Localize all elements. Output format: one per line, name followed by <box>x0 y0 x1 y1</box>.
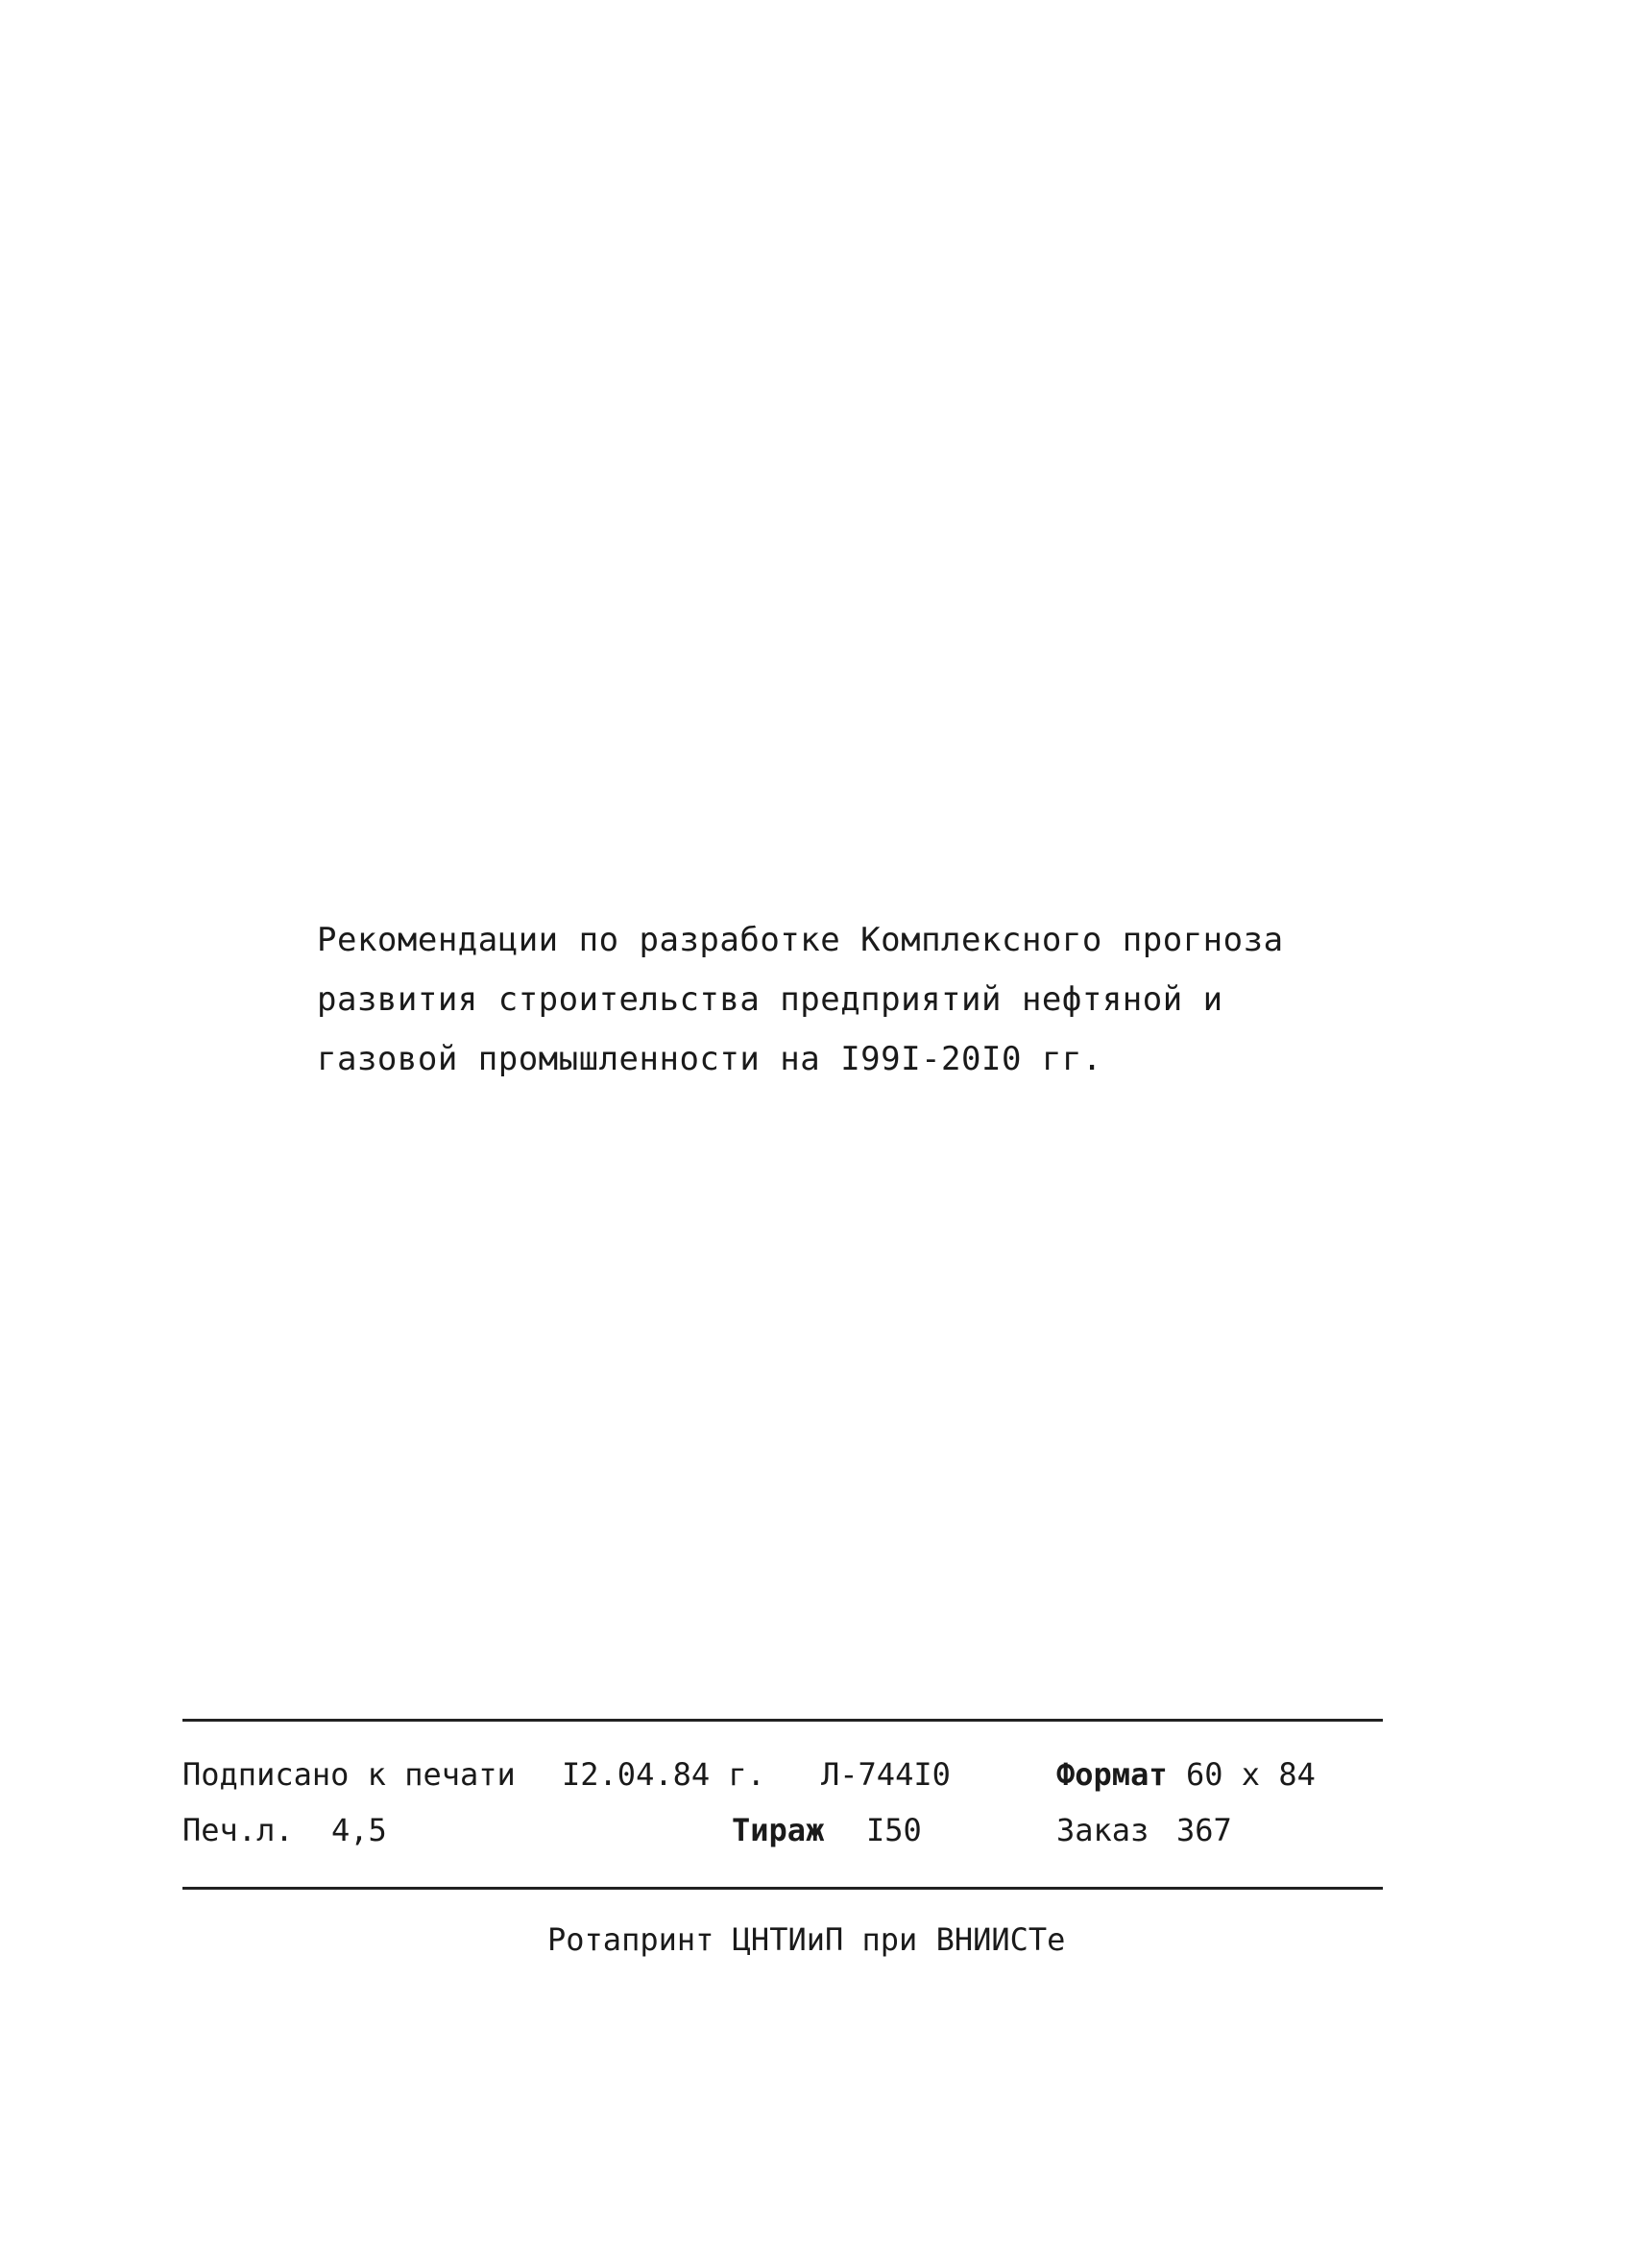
document-title <box>317 910 1373 1089</box>
signed-label: Подписано к печати <box>182 1756 516 1793</box>
imprint-row-1 <box>182 1747 1383 1802</box>
print-run-value: I50 <box>866 1812 922 1848</box>
permit-number: Л-744I0 <box>821 1756 951 1793</box>
imprint-row-2 <box>182 1802 1383 1858</box>
order-label: Заказ <box>1056 1812 1149 1848</box>
title-line-2: развития строительства предприятий нефтяной и <box>317 980 1223 1019</box>
title-line-3: газовой промышленности на I99I-20I0 гг. <box>317 1040 1102 1078</box>
imprint-block <box>182 1719 1383 1890</box>
order-value: 367 <box>1176 1812 1232 1848</box>
sheets-label: Печ.л. <box>182 1812 294 1848</box>
print-run-label: Тираж <box>732 1812 825 1848</box>
signed-date: I2.04.84 г. <box>562 1756 765 1793</box>
title-line-1: Рекомендации по разработке Комплексного прогноза <box>317 921 1284 959</box>
format-value: 60 х 84 <box>1186 1756 1316 1793</box>
printer-line: Ротапринт ЦНТИиП при ВНИИСТе <box>547 1921 1066 1958</box>
sheets-value: 4,5 <box>331 1812 387 1848</box>
imprint-bottom-rule <box>182 1887 1383 1890</box>
format-label: Формат <box>1056 1756 1168 1793</box>
imprint-top-rule <box>182 1719 1383 1722</box>
